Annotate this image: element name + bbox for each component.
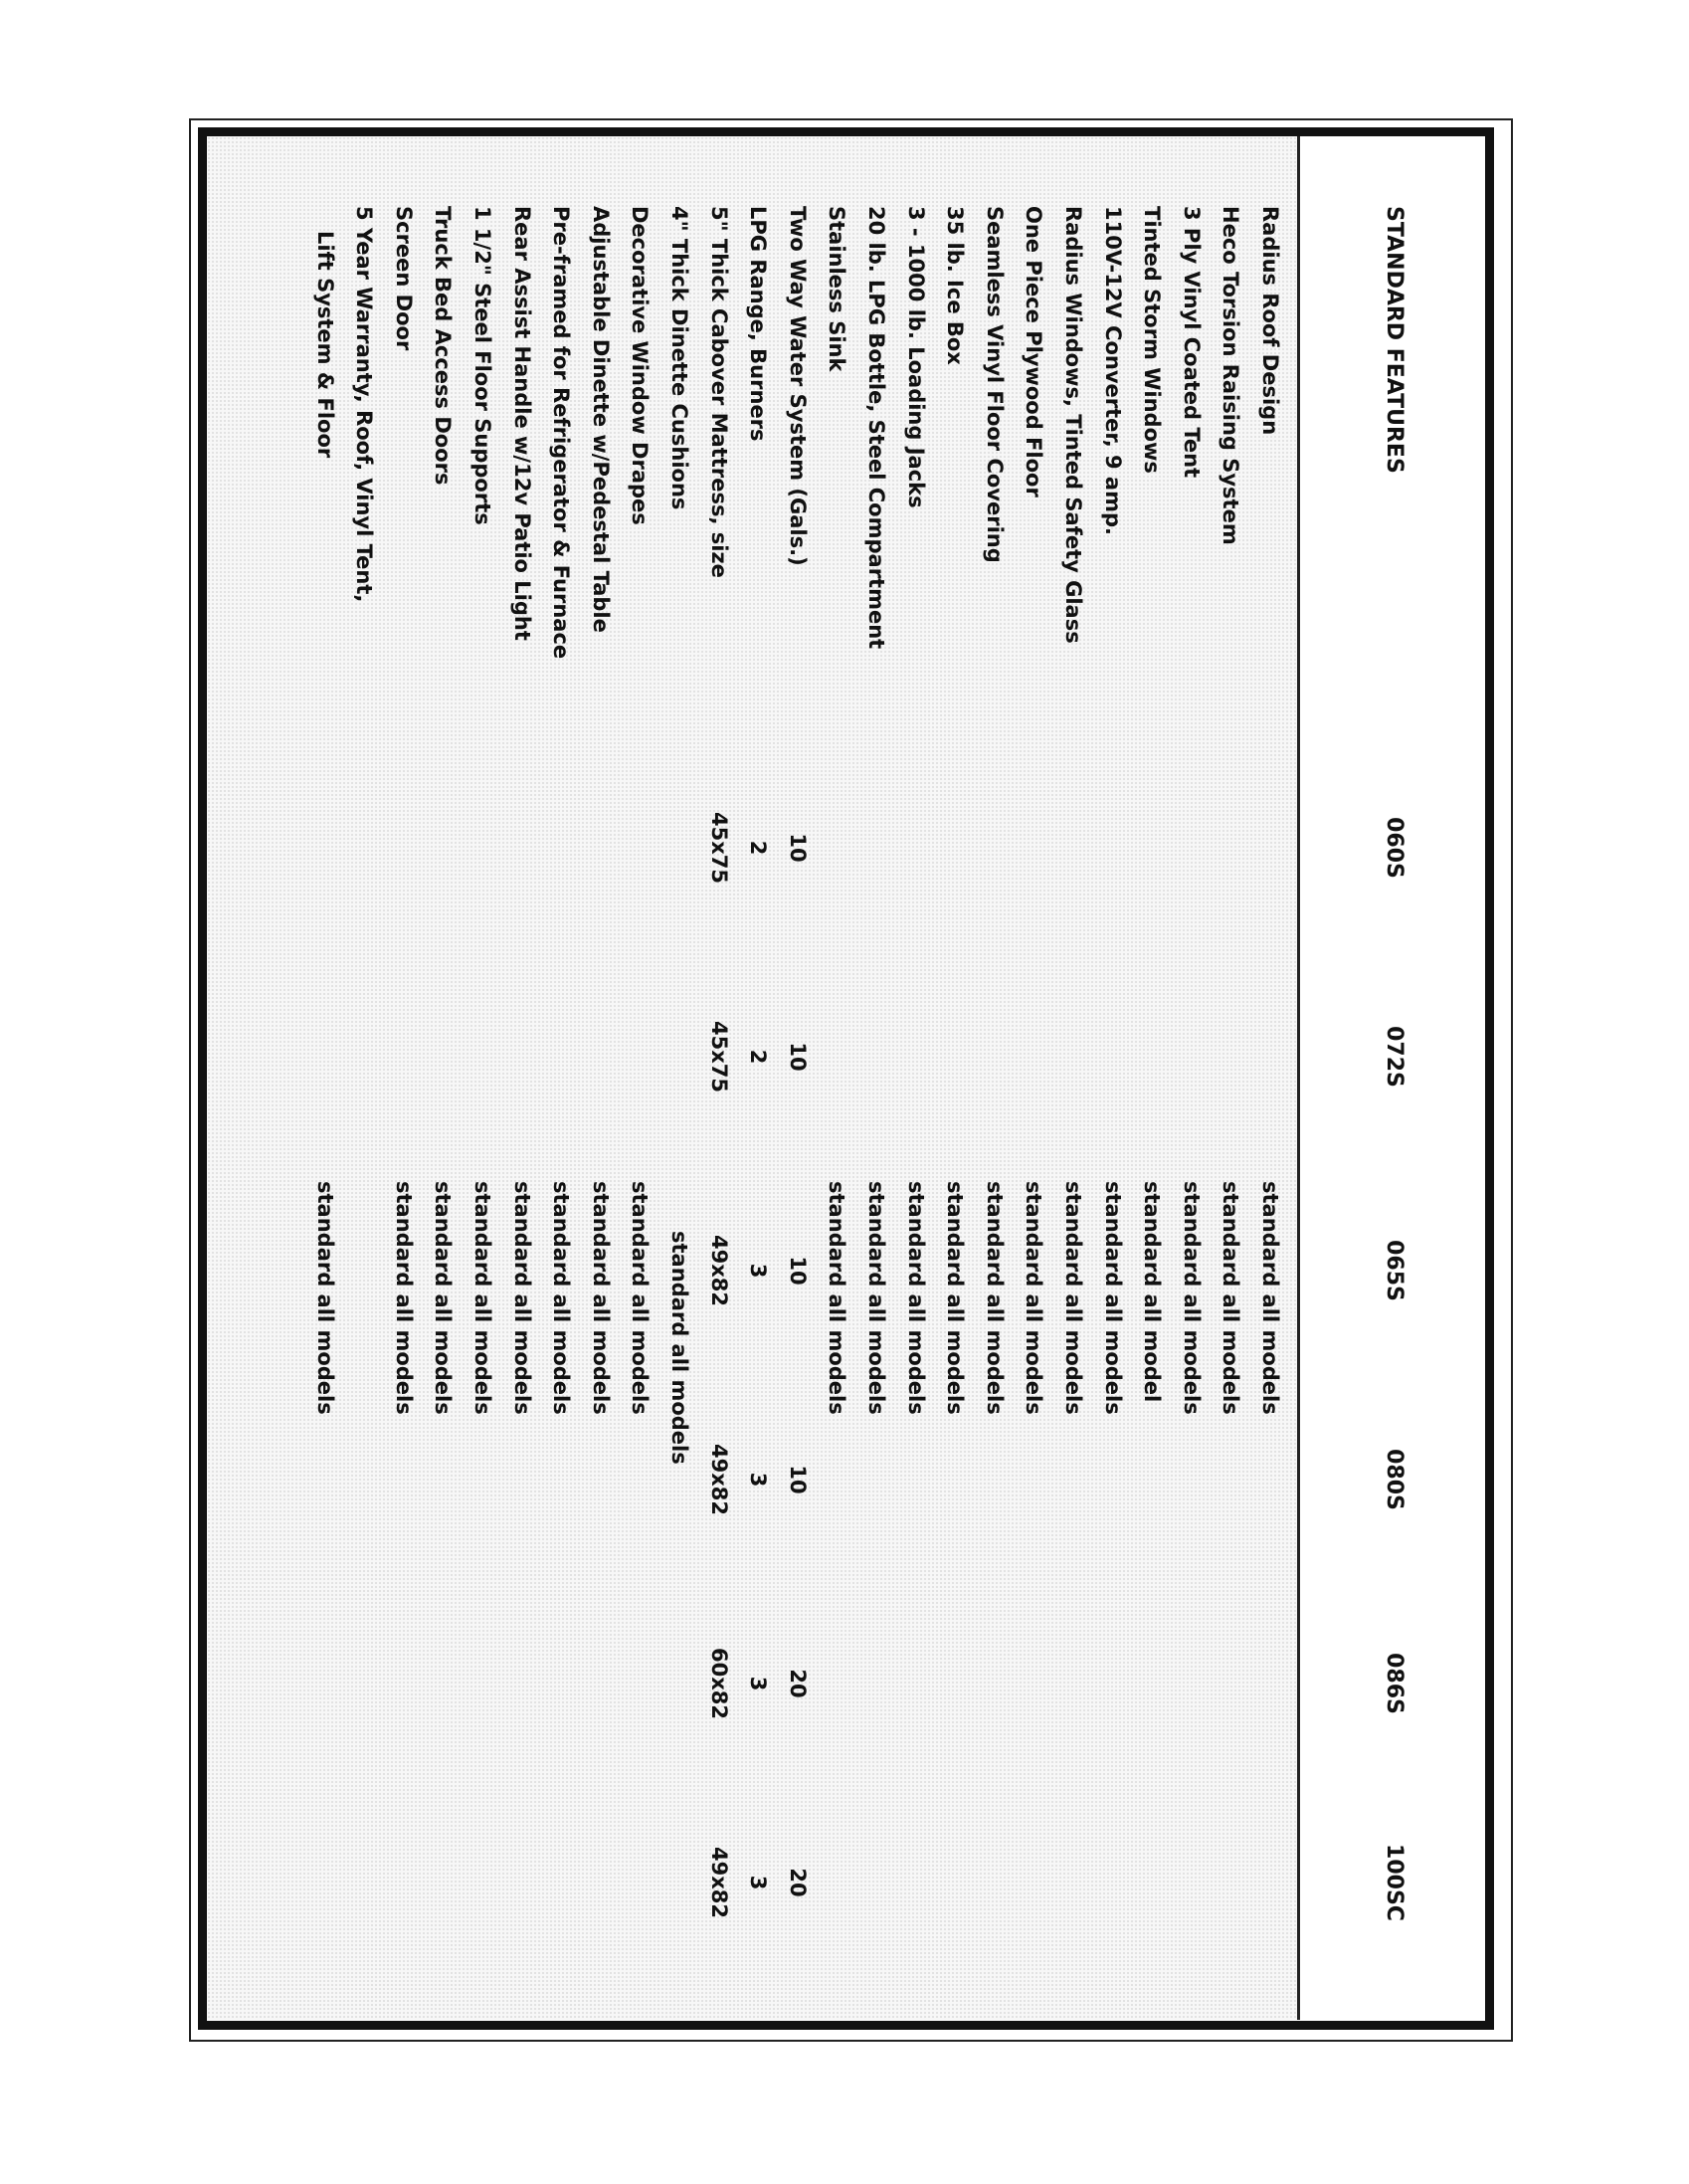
feature-label: 20 lb. LPG Bottle, Steel Compartment (864, 206, 888, 650)
all-models-value: standard all models (1061, 1181, 1085, 1415)
model-value-cell: 10 (785, 1256, 810, 1286)
model-value-cell: 2 (746, 840, 771, 856)
feature-label: 1 1/2" Steel Floor Supports (470, 206, 494, 525)
features-table (207, 136, 1484, 2020)
feature-label: Screen Door (391, 206, 416, 351)
all-models-value: standard all models (431, 1181, 456, 1415)
feature-label: 5 Year Warranty, Roof, Vinyl Tent, (352, 206, 377, 603)
all-models-value: standard all models (470, 1181, 494, 1415)
table-row (856, 136, 896, 2020)
table-title: STANDARD FEATURES (1382, 206, 1407, 474)
table-row (935, 136, 975, 2020)
model-header-100sc: 100SC (1382, 1844, 1407, 1921)
table-row (1211, 136, 1250, 2020)
table-row (896, 136, 936, 2020)
all-models-value: standard all models (312, 1181, 337, 1415)
model-header-060s: 060S (1382, 817, 1407, 879)
table-row (581, 136, 621, 2020)
feature-label: Seamless Vinyl Floor Covering (982, 206, 1007, 563)
table-row (1132, 136, 1172, 2020)
all-models-value: standard all models (864, 1181, 888, 1415)
feature-label: 4" Thick Dinette Cushions (667, 206, 691, 510)
all-models-value: standard all model (1140, 1181, 1165, 1403)
table-row (463, 136, 502, 2020)
all-models-value: standard all models (588, 1181, 613, 1415)
table-row (502, 136, 542, 2020)
table-row (778, 136, 818, 2020)
all-models-value: standard all models (1219, 1181, 1243, 1415)
feature-label: Stainless Sink (825, 206, 849, 372)
table-row (1014, 136, 1053, 2020)
all-models-value: standard all models (549, 1181, 574, 1415)
all-models-value: standard all models (391, 1181, 416, 1415)
feature-label: LPG Range, Burners (746, 206, 771, 442)
all-models-value: standard all models (667, 1231, 691, 1465)
all-models-value: standard all models (825, 1181, 849, 1415)
feature-label: 3 Ply Vinyl Coated Tent (1179, 206, 1204, 479)
model-value-cell: 3 (746, 1263, 771, 1279)
model-value-cell: 3 (746, 1875, 771, 1890)
all-models-value: standard all models (943, 1181, 968, 1415)
feature-label: Lift System & Floor (312, 231, 337, 459)
model-value-cell: 10 (785, 1465, 810, 1494)
table-row (738, 136, 778, 2020)
table-row (975, 136, 1015, 2020)
feature-label: Truck Bed Access Doors (431, 206, 456, 486)
all-models-value: standard all models (1179, 1181, 1204, 1415)
table-row (659, 136, 699, 2020)
table-row (1250, 136, 1290, 2020)
feature-label: Heco Torsion Raising System (1219, 206, 1243, 545)
table-row (541, 136, 581, 2020)
table-row (423, 136, 463, 2020)
model-value-cell: 49x82 (706, 1444, 731, 1515)
feature-label: 35 lb. Ice Box (943, 206, 968, 365)
model-value-cell: 49x82 (706, 1847, 731, 1918)
model-value-cell: 60x82 (706, 1648, 731, 1719)
table-row (1093, 136, 1133, 2020)
all-models-value: standard all models (509, 1181, 534, 1415)
table-row (384, 136, 424, 2020)
rotated-container (207, 136, 1484, 2020)
model-header-086s: 086S (1382, 1653, 1407, 1714)
table-row (1172, 136, 1212, 2020)
model-value-cell: 45x75 (706, 1021, 731, 1092)
feature-label: Radius Windows, Tinted Safety Glass (1061, 206, 1085, 644)
model-value-cell: 3 (746, 1676, 771, 1691)
model-value-cell: 10 (785, 833, 810, 863)
all-models-value: standard all models (1258, 1181, 1282, 1415)
model-header-080s: 080S (1382, 1449, 1407, 1510)
all-models-value: standard all models (1100, 1181, 1125, 1415)
table-row (817, 136, 856, 2020)
feature-label: Decorative Window Drapes (628, 206, 653, 525)
feature-label: Rear Assist Handle w/12v Patio Light (509, 206, 534, 641)
feature-label: One Piece Plywood Floor (1022, 206, 1046, 497)
model-value-cell: 49x82 (706, 1235, 731, 1306)
feature-label: Adjustable Dinette w/Pedestal Table (588, 206, 613, 633)
model-header-065s: 065S (1382, 1240, 1407, 1301)
feature-label: Radius Roof Design (1258, 206, 1282, 436)
model-value-cell: 20 (785, 1868, 810, 1897)
table-row (1053, 136, 1093, 2020)
all-models-value: standard all models (903, 1181, 928, 1415)
table-row (620, 136, 659, 2020)
feature-label: 5" Thick Cabover Mattress, size (706, 206, 731, 578)
model-value-cell: 2 (746, 1049, 771, 1065)
table-header (1297, 136, 1484, 2020)
table-row (344, 136, 384, 2020)
feature-label: 110V-12V Converter, 9 amp. (1100, 206, 1125, 535)
all-models-value: standard all models (1022, 1181, 1046, 1415)
model-value-cell: 3 (746, 1472, 771, 1488)
all-models-value: standard all models (982, 1181, 1007, 1415)
table-row (305, 136, 345, 2020)
all-models-value: standard all models (628, 1181, 653, 1415)
feature-label: Two Way Water System (Gals.) (785, 206, 810, 566)
table-row (699, 136, 739, 2020)
feature-label: Pre-framed for Refrigerator & Furnace (549, 206, 574, 660)
feature-label: 3 - 1000 lb. Loading Jacks (903, 206, 928, 508)
model-header-072s: 072S (1382, 1026, 1407, 1088)
model-value-cell: 10 (785, 1042, 810, 1072)
feature-label: Tinted Storm Windows (1140, 206, 1165, 474)
model-value-cell: 45x75 (706, 812, 731, 884)
model-value-cell: 20 (785, 1669, 810, 1698)
